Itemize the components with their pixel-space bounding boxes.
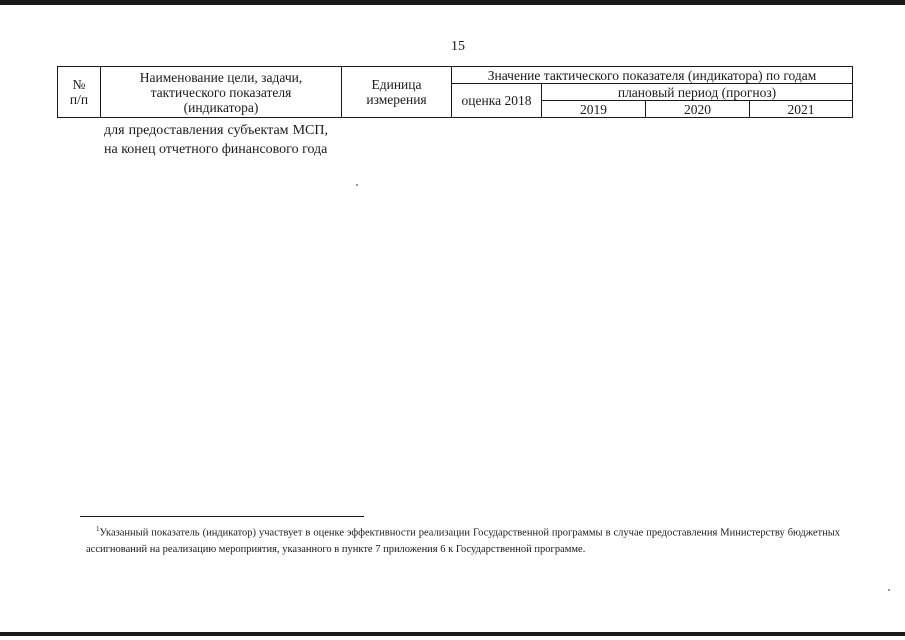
footnote-text: Указанный показатель (индикатор) участвует в оценке эффективности реализации Государственной программы в случае предоставления Министерству бюджетных ассигнований на реализацию мероприятия, указанного в пункте 7 приложения 6 к Государственной программе. (86, 527, 840, 555)
col-name-line2: тактического показателя (150, 84, 292, 100)
scan-speck (888, 589, 890, 591)
col-unit-line2: измерения (366, 92, 427, 107)
col-year-2021: 2021 (750, 101, 853, 118)
col-number-line2: п/п (69, 92, 89, 107)
col-unit-line1: Единица (371, 77, 422, 92)
footnote-separator (80, 516, 364, 517)
indicators-table-header (57, 66, 853, 118)
scan-speck (356, 184, 358, 186)
col-name-line3: (индикатора) (183, 99, 259, 115)
col-year-2020: 2020 (646, 101, 750, 118)
footnote (86, 521, 840, 558)
col-unit-header (342, 67, 452, 118)
page-number: 15 (451, 39, 465, 54)
col-year-2019: 2019 (542, 101, 646, 118)
col-name-line1: Наименование цели, задачи, (139, 69, 303, 85)
col-name-header (101, 67, 342, 118)
col-number-header (58, 67, 101, 118)
col-estimate-header: оценка 2018 (452, 84, 542, 118)
indicator-name-continuation: для предоставления субъектам МСП, на конец отчетного финансового года (104, 123, 328, 157)
col-values-group-header: Значение тактического показателя (индикатора) по годам (452, 67, 853, 84)
bottom-border-rule (0, 632, 905, 636)
col-plan-group-header: плановый период (прогноз) (542, 84, 853, 101)
top-border-rule (0, 0, 905, 5)
footnote-marker: 1 (96, 525, 100, 533)
col-number-line1: № (72, 77, 86, 92)
